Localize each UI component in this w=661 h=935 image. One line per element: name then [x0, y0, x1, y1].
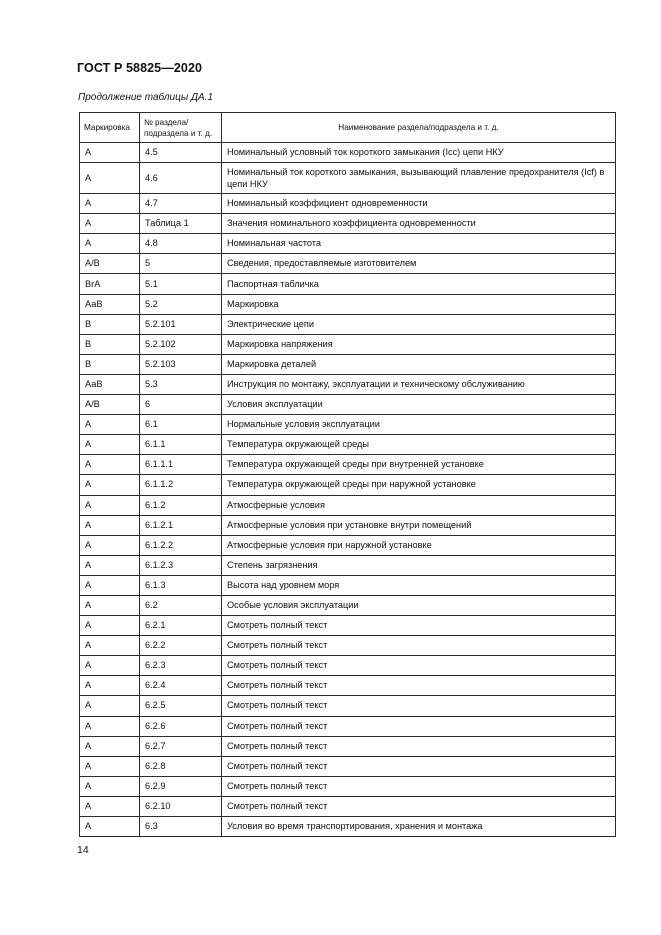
table-row — [80, 616, 616, 636]
cell-section-name: Атмосферные условия — [222, 495, 616, 515]
table-row — [80, 395, 616, 415]
cell-marking: А — [80, 143, 140, 163]
cell-marking: А — [80, 535, 140, 555]
cell-marking: В — [80, 314, 140, 334]
table-row — [80, 575, 616, 595]
cell-section-name: Смотреть полный текст — [222, 636, 616, 656]
cell-section-name: Номинальная частота — [222, 234, 616, 254]
header-section-number: № раздела/ подраздела и т. д. — [140, 113, 222, 143]
table-row — [80, 636, 616, 656]
cell-section-name: Маркировка — [222, 294, 616, 314]
cell-section-number: 6.2.2 — [140, 636, 222, 656]
cell-section-number: 6.3 — [140, 817, 222, 837]
table-row — [80, 415, 616, 435]
cell-section-name: Электрические цепи — [222, 314, 616, 334]
cell-section-name: Температура окружающей среды при внутренней установке — [222, 455, 616, 475]
table-row — [80, 435, 616, 455]
cell-section-name: Номинальный условный ток короткого замыкания (Icc) цепи НКУ — [222, 143, 616, 163]
cell-section-name: Высота над уровнем моря — [222, 575, 616, 595]
table-row — [80, 294, 616, 314]
table-row — [80, 334, 616, 354]
cell-section-number: 6.1.2.3 — [140, 555, 222, 575]
header-marking: Маркировка — [80, 113, 140, 143]
table-row — [80, 555, 616, 575]
cell-section-name: Смотреть полный текст — [222, 776, 616, 796]
cell-marking: А — [80, 475, 140, 495]
table-row — [80, 254, 616, 274]
cell-section-name: Особые условия эксплуатации — [222, 595, 616, 615]
cell-marking: А/В — [80, 395, 140, 415]
cell-section-number: 5.2.102 — [140, 334, 222, 354]
cell-section-name: Атмосферные условия при наружной установке — [222, 535, 616, 555]
cell-section-number: 4.5 — [140, 143, 222, 163]
table-row — [80, 354, 616, 374]
table-row — [80, 696, 616, 716]
table-row — [80, 656, 616, 676]
cell-section-number: 6 — [140, 395, 222, 415]
cell-section-name: Температура окружающей среды — [222, 435, 616, 455]
cell-section-name: Номинальный ток короткого замыкания, вызывающий плавление предохранителя (Icf) в цепи НКУ — [222, 163, 616, 194]
table-row — [80, 716, 616, 736]
table-row — [80, 676, 616, 696]
table-row — [80, 143, 616, 163]
cell-marking: А — [80, 214, 140, 234]
table-row — [80, 194, 616, 214]
cell-section-number: 6.1.2 — [140, 495, 222, 515]
cell-section-name: Маркировка напряжения — [222, 334, 616, 354]
cell-section-name: Смотреть полный текст — [222, 736, 616, 756]
cell-section-number: 5.3 — [140, 374, 222, 394]
cell-section-number: 5.2 — [140, 294, 222, 314]
table-row — [80, 515, 616, 535]
cell-marking: А — [80, 455, 140, 475]
cell-section-number: 5.2.101 — [140, 314, 222, 334]
cell-section-name: Значения номинального коэффициента одновременности — [222, 214, 616, 234]
cell-marking: А — [80, 676, 140, 696]
cell-marking: А — [80, 194, 140, 214]
cell-marking: А — [80, 736, 140, 756]
cell-section-number: 4.6 — [140, 163, 222, 194]
cell-marking: А — [80, 415, 140, 435]
cell-section-number: 5 — [140, 254, 222, 274]
cell-section-name: Сведения, предоставляемые изготовителем — [222, 254, 616, 274]
cell-section-number: 6.2.4 — [140, 676, 222, 696]
cell-section-name: Смотреть полный текст — [222, 616, 616, 636]
cell-section-number: 6.2.7 — [140, 736, 222, 756]
cell-marking: ВrА — [80, 274, 140, 294]
table-row — [80, 163, 616, 194]
cell-section-name: Маркировка деталей — [222, 354, 616, 374]
cell-section-name: Степень загрязнения — [222, 555, 616, 575]
cell-section-number: 6.1.2.1 — [140, 515, 222, 535]
cell-section-name: Условия эксплуатации — [222, 395, 616, 415]
cell-section-name: Смотреть полный текст — [222, 656, 616, 676]
table-row — [80, 214, 616, 234]
cell-section-name: Инструкция по монтажу, эксплуатации и техническому обслуживанию — [222, 374, 616, 394]
cell-marking: А — [80, 555, 140, 575]
cell-section-number: 6.2.6 — [140, 716, 222, 736]
cell-section-number: 5.1 — [140, 274, 222, 294]
table-caption: Продолжение таблицы ДА.1 — [78, 92, 214, 103]
cell-section-number: 6.2 — [140, 595, 222, 615]
table-row — [80, 796, 616, 816]
cell-marking: А/В — [80, 254, 140, 274]
cell-section-number: 6.2.9 — [140, 776, 222, 796]
cell-section-name: Нормальные условия эксплуатации — [222, 415, 616, 435]
cell-marking: В — [80, 334, 140, 354]
cell-section-name: Паспортная табличка — [222, 274, 616, 294]
cell-section-name: Смотреть полный текст — [222, 796, 616, 816]
table-row — [80, 776, 616, 796]
cell-section-number: 6.1.1.2 — [140, 475, 222, 495]
page-number: 14 — [77, 844, 89, 856]
cell-marking: А — [80, 515, 140, 535]
cell-section-number: 6.1.2.2 — [140, 535, 222, 555]
cell-marking: А — [80, 636, 140, 656]
table-header-row — [80, 113, 616, 143]
cell-section-number: 4.8 — [140, 234, 222, 254]
table-row — [80, 455, 616, 475]
cell-marking: А — [80, 756, 140, 776]
cell-section-name: Номинальный коэффициент одновременности — [222, 194, 616, 214]
table-row — [80, 274, 616, 294]
cell-section-name: Условия во время транспортирования, хранения и монтажа — [222, 817, 616, 837]
cell-marking: А — [80, 776, 140, 796]
cell-section-name: Температура окружающей среды при наружной установке — [222, 475, 616, 495]
cell-section-name: Смотреть полный текст — [222, 716, 616, 736]
cell-marking: А — [80, 595, 140, 615]
cell-marking: А — [80, 234, 140, 254]
table-row — [80, 314, 616, 334]
cell-section-number: 6.2.5 — [140, 696, 222, 716]
cell-section-name: Смотреть полный текст — [222, 756, 616, 776]
cell-section-number: 6.1.1.1 — [140, 455, 222, 475]
cell-section-name: Атмосферные условия при установке внутри помещений — [222, 515, 616, 535]
cell-marking: А — [80, 817, 140, 837]
cell-section-number: 6.2.8 — [140, 756, 222, 776]
table-row — [80, 736, 616, 756]
cell-section-number: 6.1.1 — [140, 435, 222, 455]
cell-section-number: 4.7 — [140, 194, 222, 214]
table-row — [80, 475, 616, 495]
cell-marking: АаВ — [80, 294, 140, 314]
table-row — [80, 234, 616, 254]
cell-section-number: Таблица 1 — [140, 214, 222, 234]
cell-marking: А — [80, 575, 140, 595]
cell-marking: А — [80, 616, 140, 636]
cell-marking: А — [80, 435, 140, 455]
cell-marking: А — [80, 163, 140, 194]
document-title: ГОСТ Р 58825—2020 — [77, 61, 203, 75]
cell-marking: А — [80, 716, 140, 736]
cell-marking: А — [80, 696, 140, 716]
cell-section-name: Смотреть полный текст — [222, 676, 616, 696]
table-row — [80, 535, 616, 555]
cell-marking: А — [80, 656, 140, 676]
cell-section-name: Смотреть полный текст — [222, 696, 616, 716]
cell-section-number: 6.2.1 — [140, 616, 222, 636]
cell-section-number: 6.1 — [140, 415, 222, 435]
cell-section-number: 6.2.10 — [140, 796, 222, 816]
cell-section-number: 5.2.103 — [140, 354, 222, 374]
cell-section-number: 6.1.3 — [140, 575, 222, 595]
table-row — [80, 756, 616, 776]
table-row — [80, 595, 616, 615]
cell-marking: А — [80, 495, 140, 515]
cell-marking: АаВ — [80, 374, 140, 394]
table-row — [80, 495, 616, 515]
cell-marking: А — [80, 796, 140, 816]
table-row — [80, 817, 616, 837]
table-row — [80, 374, 616, 394]
cell-section-number: 6.2.3 — [140, 656, 222, 676]
marking-table — [79, 112, 616, 837]
cell-marking: В — [80, 354, 140, 374]
header-section-name: Наименование раздела/подраздела и т. д. — [222, 113, 616, 143]
